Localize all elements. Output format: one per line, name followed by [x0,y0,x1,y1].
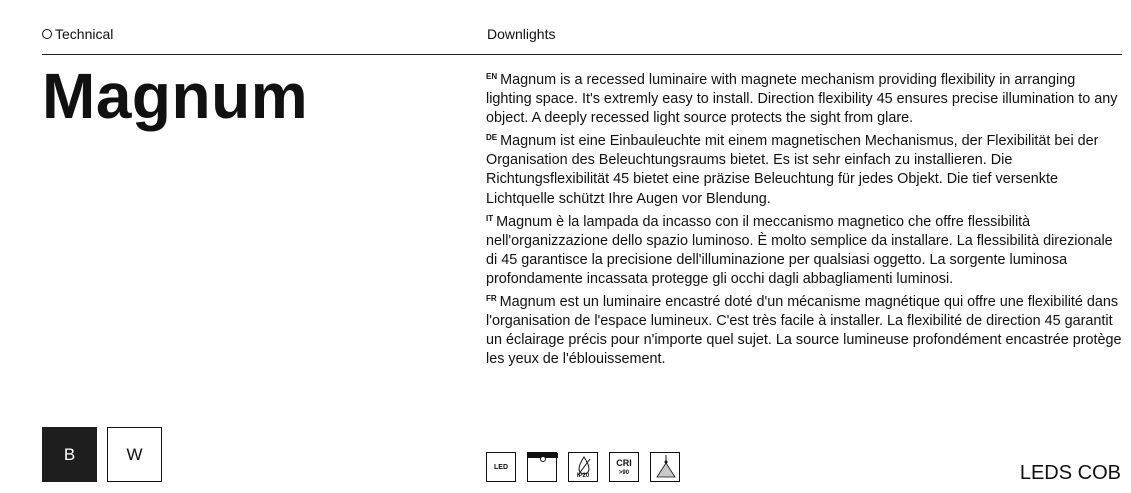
description-text: Magnum è la lampada da incasso con il meccanismo magnetico che offre flessibilità nell'organizzazione dello spazio luminoso. È molto semplice da installare. La flessibilità direzionale di 45 garantisce la precisione dell'illuminazione per qualsiasi oggetto. La sorgente luminosa profondamente incassata protegge gli occhi dagli abbagliamenti luminosi. [486,213,1113,287]
lang-code: FR [486,294,497,304]
description-de [486,128,1122,208]
color-swatch-white[interactable] [107,427,162,482]
product-description [486,67,1122,369]
feature-icons [486,452,680,482]
cri-icon [609,452,639,482]
description-text: Magnum est un luminaire encastré doté d'un mécanisme magnétique qui offre une flexibilité dans l'organisation de l'espace lumineux. C'est très facile à installer. La flexibilité de direction 45 garantit un éclairage précis pour n'importe quel sujet. La source lumineuse profondément encastrée protège les yeux de l'éblouissement. [486,294,1122,368]
description-text: Magnum is a recessed luminaire with magnete mechanism providing flexibility in arranging lighting space. It's extremly easy to install. Direction flexibility 45 ensures precise illumination to any object. A deeply recessed light source protects the sight from glare. [486,72,1118,127]
beam-angle-icon [650,452,680,482]
circle-icon [42,29,52,39]
cri-icon-sub: >90 [618,469,630,476]
description-it [486,209,1122,289]
lang-code: EN [486,72,498,81]
lang-code: DE [486,133,498,143]
header-divider [42,54,1122,55]
product-title: Magnum [42,60,309,132]
color-swatch-label: B [63,444,76,464]
lang-code: IT [486,213,494,223]
description-text: Magnum ist eine Einbauleuchte mit einem magnetischen Mechanismus, der Flexibilität bei der Organisation des Beleuchtungsraums bietet. Es ist sehr einfach zu installieren. Die Richtungsflexibilität 45 bietet eine präzise Beleuchtung für jedes Objekt. Die tief versenkte Lichtquelle schützt Ihre Augen vor Blendung. [486,133,1099,207]
category-label: Downlights [487,26,556,42]
led-icon [486,452,516,482]
led-icon-label: LED [494,463,508,471]
section-label-text: Technical [55,26,114,42]
color-swatch-black[interactable] [42,427,97,482]
cri-icon-label: CRI [616,457,632,468]
recessed-mount-icon [527,452,557,482]
light-source-label: LEDS COB [1019,462,1121,484]
description-en [486,67,1122,128]
ip20-icon [568,452,598,482]
ip20-icon-label: IP20 [576,473,590,479]
description-fr [486,289,1122,369]
color-swatch-label: W [126,444,143,464]
section-label [42,26,113,42]
